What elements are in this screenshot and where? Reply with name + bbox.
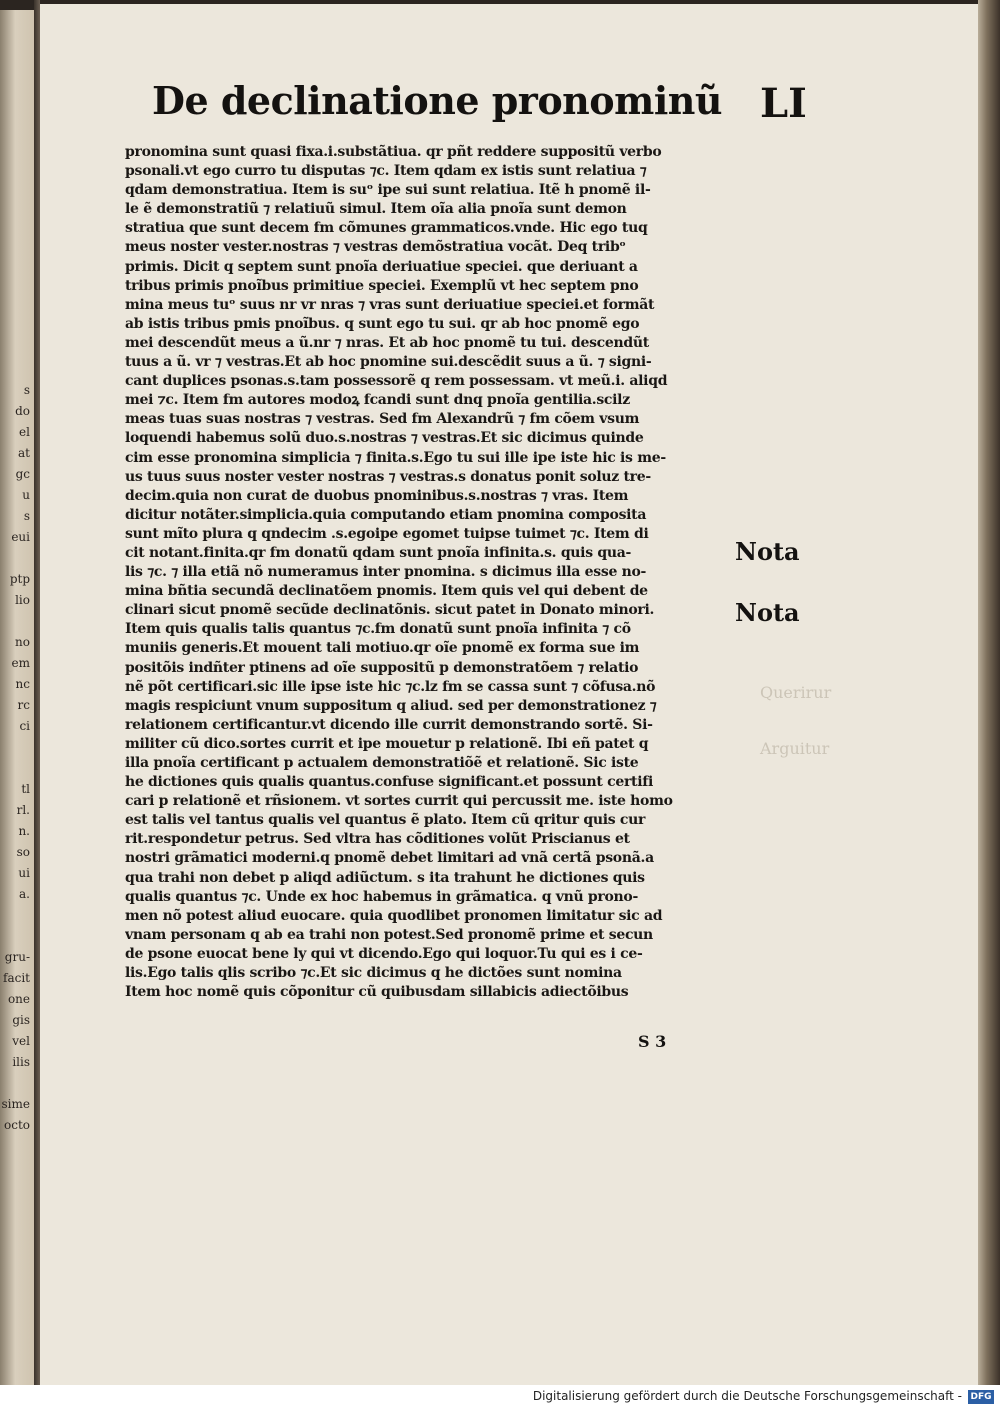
left-fragment: at xyxy=(18,446,30,460)
left-fragment: do xyxy=(15,404,30,418)
text-line: qdam demonstratiua. Item is suᵒ ipe sui sunt relatiua. Itẽ h pnomẽ il- xyxy=(125,182,651,199)
left-fragment: ci xyxy=(19,719,30,733)
text-line: meas tuas suas nostras ⁊ vestras. Sed fm Alexandrũ ⁊ fm cõem vsum xyxy=(125,411,640,428)
text-line: cim esse pronomina simplicia ⁊ finita.s.Ego tu sui ille ipe iste hic is me- xyxy=(125,449,666,466)
show-through-text xyxy=(760,665,880,777)
left-fragment: nc xyxy=(15,677,30,691)
text-line: mina bñtia secundã declinatõem pnomis. Item quis vel qui debent de xyxy=(125,583,648,600)
text-line: cari p relationẽ et rñsionem. vt sortes currit qui percussit me. iste homo xyxy=(125,793,673,810)
text-line: militer cũ dico.sortes currit et ipe mouetur p relationẽ. Ibi eñ patet q xyxy=(125,735,649,752)
left-fragment: a. xyxy=(19,887,30,901)
text-line: lis ⁊c. ⁊ illa etiã nõ numeramus inter pnomina. s dicimus illa esse no- xyxy=(125,564,647,581)
ghost-line: Arguitur xyxy=(760,739,830,758)
left-fragment: el xyxy=(19,425,30,439)
text-line: men nõ potest aliud euocare. quia quodlibet pronomen limitatur sic ad xyxy=(125,907,663,924)
left-page-text-fragments xyxy=(0,380,30,1136)
left-fragment xyxy=(0,926,30,947)
text-line: nostri grãmatici moderni.q pnomẽ debet limitari ad vnã certã psonã.a xyxy=(125,850,654,867)
page-heading: De declinatione pronominũ xyxy=(152,78,723,123)
left-fragment: rl. xyxy=(16,803,30,817)
left-fragment: no xyxy=(15,635,30,649)
text-line: he dictiones quis qualis quantus.confuse significant.et possunt certifi xyxy=(125,774,653,791)
text-line: qua trahi non debet p aliqd adiũctum. s ita trahunt he dictiones quis xyxy=(125,869,645,886)
left-fragment: s xyxy=(23,383,30,397)
text-line: tuus a ũ. vr ⁊ vestras.Et ab hoc pnomine sui.descẽdit suus a ũ. ⁊ signi- xyxy=(125,354,652,371)
text-line: vnam personam q ab ea trahi non potest.Sed pronomẽ prime et secun xyxy=(125,926,653,943)
text-line: nẽ põt certificari.sic ille ipse iste hic ⁊c.lz fm se cassa sunt ⁊ cõfusa.nõ xyxy=(125,678,656,695)
page-fore-edge xyxy=(978,0,1000,1385)
text-line: Item hoc nomẽ quis cõponitur cũ quibusdam sillabicis adiectõibus xyxy=(125,984,629,1001)
text-line: lis.Ego talis qlis scribo ⁊c.Et sic dicimus q he dictões sunt nomina xyxy=(125,965,622,982)
body-text-block xyxy=(125,143,725,1002)
text-line: psonali.vt ego curro tu disputas ⁊c. Item qdam ex istis sunt relatiua ⁊ xyxy=(125,163,647,180)
margin-note: Nota xyxy=(735,537,800,566)
text-line: cant duplices psonas.s.tam possessorẽ q rem possessam. vt meũ.i. aliqd xyxy=(125,373,668,390)
left-fragment xyxy=(0,737,30,758)
left-fragment: gc xyxy=(15,467,30,481)
text-line: le ẽ demonstratiũ ⁊ relatiuũ simul. Item oĩa alia pnoĩa sunt demon xyxy=(125,201,627,218)
left-fragment xyxy=(0,611,30,632)
left-fragment: ptp xyxy=(9,572,30,586)
left-fragment: lio xyxy=(15,593,30,607)
text-line: mei descendũt meus a ũ.nr ⁊ nras. Et ab hoc pnomẽ tu tui. descendũt xyxy=(125,334,649,351)
footer-bar xyxy=(0,1385,1000,1409)
text-line: meus noster vester.nostras ⁊ vestras demõstratiua vocãt. Deq tribᵒ xyxy=(125,239,626,256)
text-line: dicitur notãter.simplicia.quia computando etiam pnomina composita xyxy=(125,506,647,523)
left-fragment: sime xyxy=(1,1097,30,1111)
text-line: Item quis qualis talis quantus ⁊c.fm donatũ sunt pnoĩa infinita ⁊ cõ xyxy=(125,621,631,638)
margin-note: Nota xyxy=(735,598,800,627)
text-line: rit.respondetur petrus. Sed vltra has cõditiones volũt Priscianus et xyxy=(125,831,630,848)
left-fragment: octo xyxy=(4,1118,30,1132)
text-line: qualis quantus ⁊c. Unde ex hoc habemus in grãmatica. q vnũ prono- xyxy=(125,888,638,905)
left-fragment: s xyxy=(23,509,30,523)
text-line: primis. Dicit q septem sunt pnoĩa deriuatiue speciei. que deriuant a xyxy=(125,258,638,275)
text-line: decim.quia non curat de duobus pnominibus.s.nostras ⁊ vras. Item xyxy=(125,487,629,504)
left-fragment: eui xyxy=(11,530,30,544)
text-line: sunt mĩto plura q qndecim .s.egoipe egomet tuipse tuimet ⁊c. Item di xyxy=(125,525,649,542)
signature-mark: S 3 xyxy=(638,1032,667,1051)
text-line: pronomina sunt quasi fixa.i.substãtiua. qr pñt reddere suppositũ verbo xyxy=(125,144,662,160)
left-fragment: rc xyxy=(17,698,30,712)
left-fragment: n. xyxy=(18,824,30,838)
text-line: est talis vel tantus qualis vel quantus ẽ plato. Item cũ qritur quis cur xyxy=(125,812,646,829)
left-fragment: em xyxy=(11,656,30,670)
text-line: mei ⁊c. Item fm autores modoꝝ fcandi sunt dnq pnoĩa gentilia.scilz xyxy=(125,392,630,409)
left-fragment: so xyxy=(16,845,30,859)
left-fragment xyxy=(0,758,30,779)
text-line: illa pnoĩa certificant p actualem demonstratiõẽ et relationẽ. Sic iste xyxy=(125,755,639,771)
left-fragment: ui xyxy=(18,866,30,880)
text-line: relationem certificantur.vt dicendo ille currit demonstrando sortẽ. Si- xyxy=(125,716,653,733)
text-line: us tuus suus noster vester nostras ⁊ vestras.s donatus ponit soluz tre- xyxy=(125,468,651,485)
left-fragment: vel xyxy=(12,1034,30,1048)
text-line: cit notant.finita.qr fm donatũ qdam sunt pnoĩa infinita.s. quis qua- xyxy=(125,544,632,561)
text-line: magis respiciunt vnum suppositum q aliud. sed per demonstrationez ⁊ xyxy=(125,697,657,714)
left-fragment xyxy=(0,548,30,569)
text-line: positõis indñter ptinens ad oĩe suppositũ p demonstratõem ⁊ relatio xyxy=(125,659,639,676)
text-line: ab istis tribus pmis pnoĩbus. q sunt ego tu sui. qr ab hoc pnomẽ ego xyxy=(125,315,640,332)
ghost-line: Querirur xyxy=(760,683,832,702)
left-fragment: gis xyxy=(12,1013,30,1027)
folio-number: LI xyxy=(760,80,807,127)
footer-credit: Digitalisierung gefördert durch die Deutsche Forschungsgemeinschaft - xyxy=(532,1389,962,1403)
left-fragment: one xyxy=(7,992,30,1006)
text-line: muniis generis.Et mouent tali motiuo.qr oĩe pnomẽ ex forma sue im xyxy=(125,640,640,657)
text-line: tribus primis pnoĩbus primitiue speciei. Exemplũ vt hec septem pno xyxy=(125,277,639,294)
left-fragment: facit xyxy=(3,971,30,985)
left-fragment: tl xyxy=(21,782,30,796)
left-fragment: u xyxy=(22,488,30,502)
text-line: clinari sicut pnomẽ secũde declinatõnis. sicut patet in Donato minori. xyxy=(125,602,655,619)
text-line: de psone euocat bene ly qui vt dicendo.Ego qui loquor.Tu qui es i ce- xyxy=(125,945,643,962)
dfg-logo: DFG xyxy=(968,1390,994,1404)
left-fragment: ilis xyxy=(12,1055,30,1069)
text-line: stratiua que sunt decem fm cõmunes grammaticos.vnde. Hic ego tuq xyxy=(125,220,648,237)
left-page-edge xyxy=(0,10,34,1385)
left-fragment xyxy=(0,1073,30,1094)
text-line: mina meus tuᵒ suus nr vr nras ⁊ vras sunt deriuatiue speciei.et formãt xyxy=(125,296,655,313)
text-line: loquendi habemus solũ duo.s.nostras ⁊ vestras.Et sic dicimus quinde xyxy=(125,430,644,447)
left-fragment: gru- xyxy=(4,950,30,964)
left-fragment xyxy=(0,905,30,926)
